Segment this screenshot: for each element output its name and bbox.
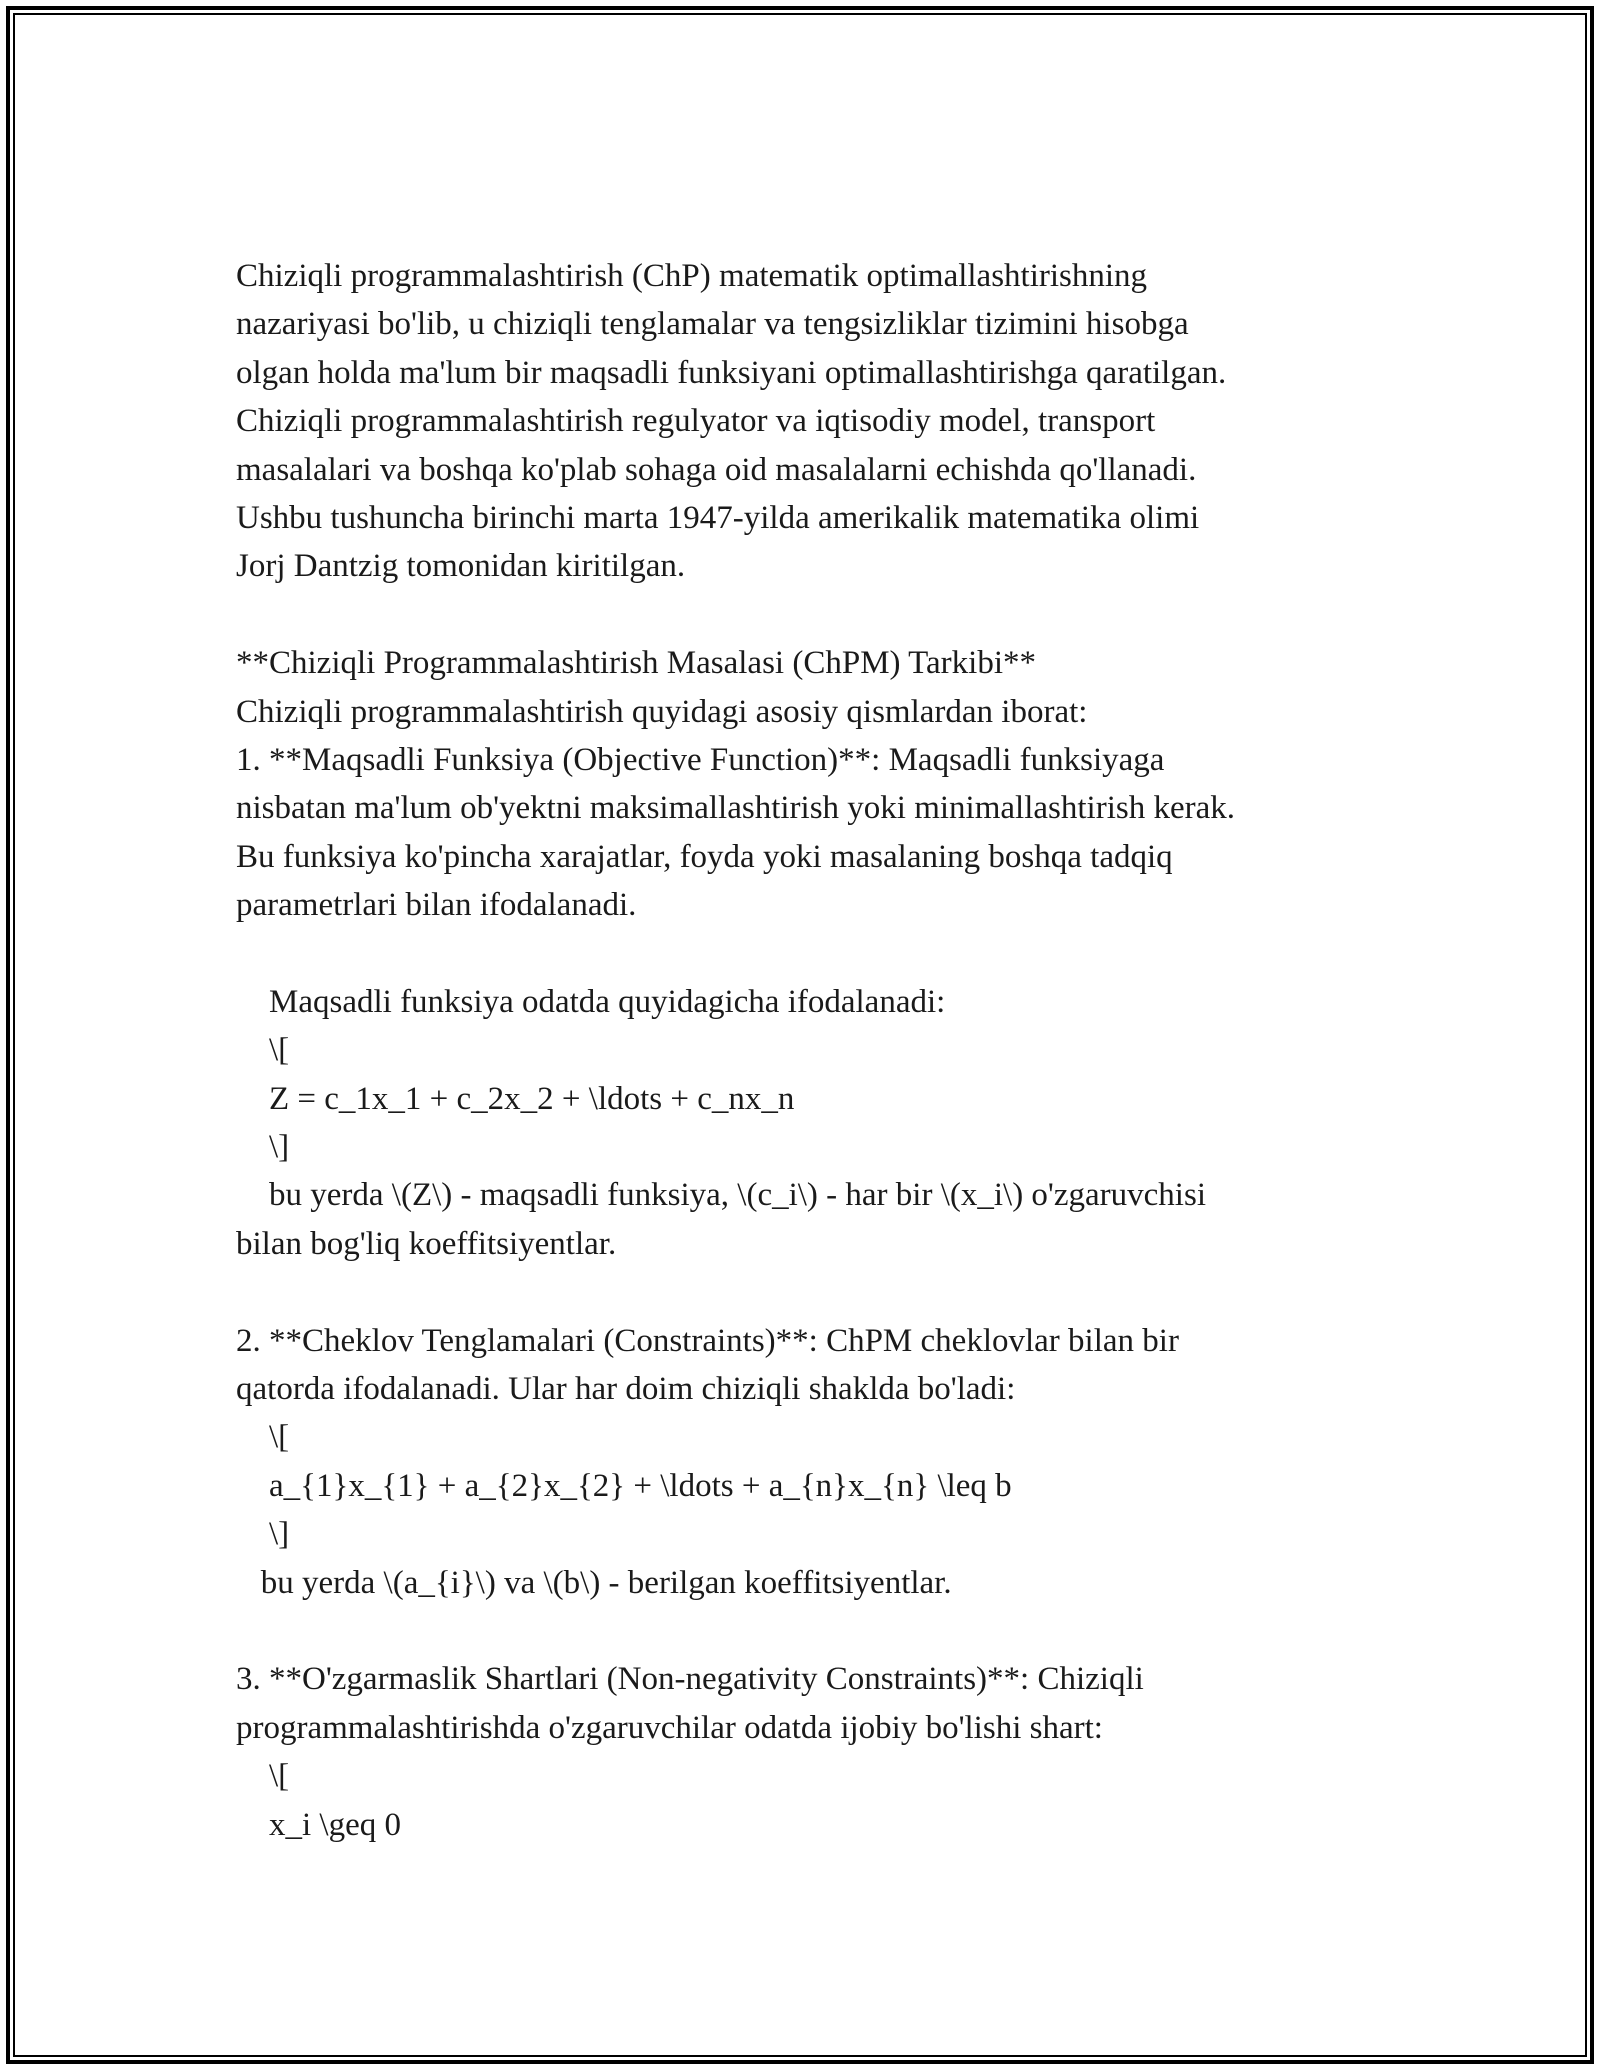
text-line: Chiziqli programmalashtirish (ChP) matematik optimallashtirishning (236, 258, 1148, 294)
blank-line (236, 929, 1416, 977)
formula-open: \[ (236, 1032, 290, 1069)
formula-line: a_{1}x_{1} + a_{2}x_{2} + \ldots + a_{n}x_{n} \leq b (236, 1467, 1012, 1504)
text-line: olgan holda ma'lum bir maqsadli funksiyani optimallashtirishga qaratilgan. (236, 354, 1227, 391)
blank-line (236, 591, 1416, 639)
text-line: nisbatan ma'lum ob'yektni maksimallashtirish yoki minimallashtirish kerak. (236, 790, 1235, 827)
section-intro: Chiziqli programmalashtirish quyidagi asosiy qismlardan iborat: (236, 693, 1088, 730)
formula-line: Z = c_1x_1 + c_2x_2 + \ldots + c_nx_n (236, 1080, 795, 1117)
text-line: bu yerda \(a_{i}\) va \(b\) - berilgan koeffitsiyentlar. (236, 1564, 952, 1601)
document-body (236, 252, 1416, 1849)
list-item-objective-function (236, 736, 1416, 930)
section-heading: **Chiziqli Programmalashtirish Masalasi (ChPM) Tarkibi** (236, 645, 1037, 682)
objective-formula-block (236, 978, 1416, 1268)
formula-open: \[ (236, 1758, 290, 1795)
text-line: parametrlari bilan ifodalanadi. (236, 887, 637, 924)
list-item-non-negativity (236, 1655, 1416, 1849)
list-item-constraints (236, 1317, 1416, 1607)
text-line: 3. **O'zgarmaslik Shartlari (Non-negativity Constraints)**: Chiziqli (236, 1661, 1144, 1698)
text-line: bilan bog'liq koeffitsiyentlar. (236, 1225, 617, 1262)
formula-close: \] (236, 1516, 290, 1553)
text-line: Ushbu tushuncha birinchi marta 1947-yilda amerikalik matematika olimi (236, 499, 1200, 536)
formula-line: x_i \geq 0 (236, 1806, 401, 1843)
text-line: Bu funksiya ko'pincha xarajatlar, foyda yoki masalaning boshqa tadqiq (236, 838, 1173, 875)
text-line: Jorj Dantzig tomonidan kiritilgan. (236, 548, 686, 585)
text-line: 1. **Maqsadli Funksiya (Objective Function)**: Maqsadli funksiyaga (236, 741, 1165, 778)
formula-close: \] (236, 1129, 290, 1166)
text-line: masalalari va boshqa ko'plab sohaga oid masalalarni echishda qo'llanadi. (236, 451, 1197, 488)
blank-line (236, 1607, 1416, 1655)
text-line: programmalashtirishda o'zgaruvchilar odatda ijobiy bo'lishi shart: (236, 1709, 1103, 1746)
text-line: bu yerda \(Z\) - maqsadli funksiya, \(c_i\) - har bir \(x_i\) o'zgaruvchisi (236, 1177, 1206, 1214)
formula-open: \[ (236, 1419, 290, 1456)
intro-paragraph (236, 252, 1416, 591)
text-line: Chiziqli programmalashtirish regulyator va iqtisodiy model, transport (236, 403, 1156, 440)
blank-line (236, 1268, 1416, 1316)
text-line: 2. **Cheklov Tenglamalari (Constraints)**: ChPM cheklovlar bilan bir (236, 1322, 1179, 1359)
text-line: nazariyasi bo'lib, u chiziqli tenglamalar va tengsizliklar tizimini hisobga (236, 306, 1189, 343)
text-line: Maqsadli funksiya odatda quyidagicha ifodalanadi: (236, 983, 946, 1020)
text-line: qatorda ifodalanadi. Ular har doim chiziqli shaklda bo'ladi: (236, 1370, 1016, 1407)
